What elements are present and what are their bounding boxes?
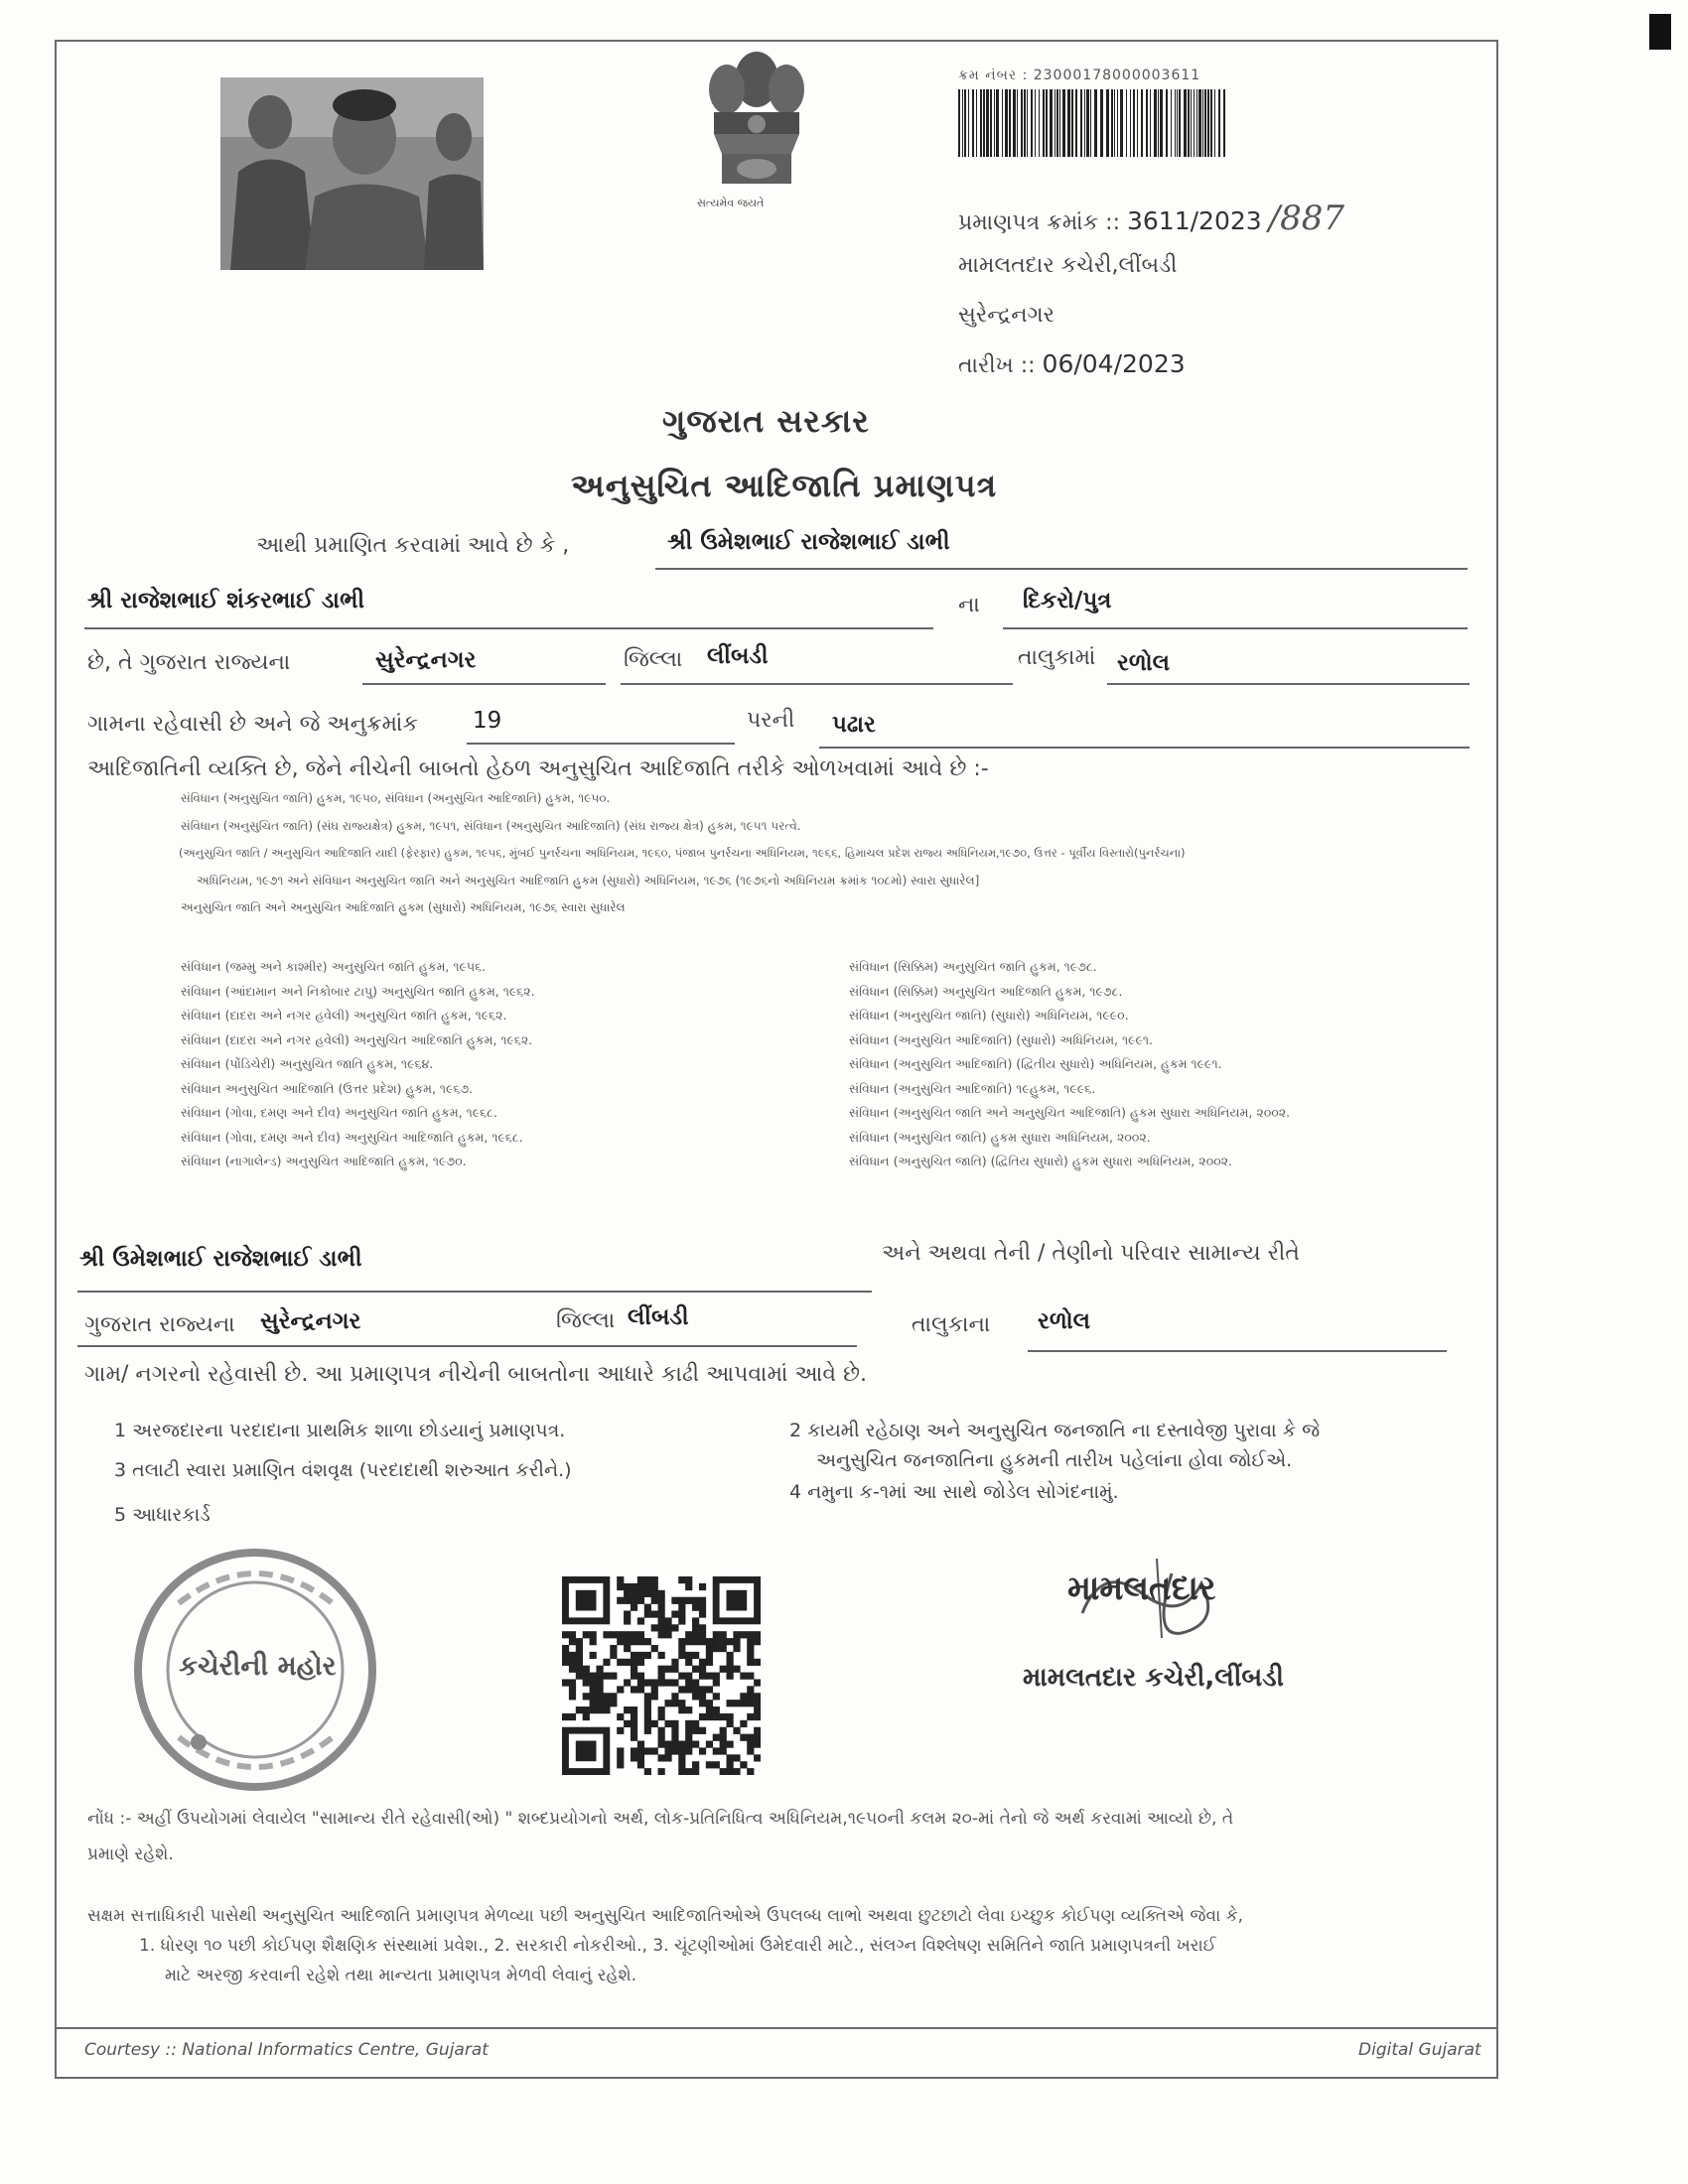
basis-item: 2 કાયમી રહેઠાણ અને અનુસુચિત જનજાતિ ના દસ્તાવેજી પુરાવા કે જે — [789, 1420, 1321, 1441]
basis-item: 5 આધારકાર્ડ — [114, 1504, 211, 1526]
issue-date — [958, 349, 1186, 378]
signatory-title: મામલતદાર — [1067, 1569, 1216, 1608]
basis-item: અનુસુચિત જનજાતિના હુકમની તારીખ પહેલાંના હોવા જોઈએ. — [816, 1449, 1293, 1471]
handwritten-number: /887 — [1268, 199, 1345, 238]
note-line: 1. ધોરણ ૧૦ પછી કોઈપણ શૈક્ષણિક સંસ્થામાં પ્રવેશ., 2. સરકારી નોકરીઓ., 3. ચૂંટણીઓમાં ઉમેદવારી માટે., સંલગ્ન વિશ્લેષણ સમિતિને જાતિ પ્રમાણપત્રની ખરાઈ — [139, 1936, 1216, 1956]
order-item: સંવિધાન (સિક્કિમ) અનુસુચિત આદિજાતિ હુકમ, ૧૯૭૮. — [849, 983, 1123, 999]
relation: દિકરો/પુત્ર — [1023, 588, 1112, 614]
footer-courtesy: Courtesy :: National Informatics Centre, Gujarat — [84, 2040, 489, 2060]
family-statement: અને અથવા તેની / તેણીનો પરિવાર સામાન્ય રીતે — [882, 1241, 1300, 1266]
underline — [77, 1291, 872, 1293]
barcode — [958, 89, 1228, 157]
district-value: સુરેન્દ્રનગર — [375, 647, 477, 673]
order-item: સંવિધાન (આંદામાન અને નિકોબાર ટાપુ) અનુસુચિત જાતિ હુકમ, ૧૯૬૨. — [181, 983, 535, 999]
basis-item: 3 તલાટી સ્વારા પ્રમાણિત વંશવૃક્ષ (પરદાદાથી શરુઆત કરીને.) — [114, 1459, 572, 1481]
serial-number: 19 — [473, 708, 502, 734]
issuing-office: મામલતદાર કચેરી,લીંબડી — [958, 253, 1178, 278]
emblem-motto: સત્યમેવ જયતે — [697, 197, 765, 209]
tribe-value: પઢાર — [832, 712, 876, 738]
family-village: રળોલ — [1038, 1308, 1090, 1334]
underline — [1107, 683, 1470, 685]
certificate-title: અનુસુચિત આદિજાતિ પ્રમાણપત્ર — [571, 467, 998, 504]
order-item: સંવિધાન (ગોવા, દમણ અને દીવ) અનુસુચિત જાતિ હુકમ, ૧૯૬૮. — [181, 1105, 497, 1120]
certify-intro: આથી પ્રમાણિત કરવામાં આવે છે કે , — [256, 533, 570, 558]
signatory-office: મામલતદાર કચેરી,લીંબડી — [1023, 1663, 1284, 1693]
applicant-name: શ્રી ઉમેશભાઈ રાજેશભાઈ ડાભી — [667, 529, 950, 555]
order-line: સંવિધાન (અનુસુચિત જાતિ) (સંઘ રાજ્યક્ષેત્ર) હુકમ, ૧૯૫૧, સંવિધાન (અનુસુચિત આદિજાતિ) (સંઘ રાજ્ય ક્ષેત્ર) હુકમ, ૧૯૫૧ પરત્વે. — [181, 819, 801, 833]
underline — [77, 1345, 857, 1347]
order-item: સંવિધાન (દાદરા અને નગર હવેલી) અનુસુચિત આદિજાતિ હુકમ, ૧૯૬૨. — [181, 1031, 533, 1047]
scan-edge-mark — [1649, 14, 1671, 50]
na-label: ના — [958, 593, 980, 617]
order-item: સંવિધાન (નાગાલેન્ડ) અનુસુચિત આદિજાતિ હુકમ, ૧૯૭૦. — [181, 1154, 467, 1168]
orders-right-column — [849, 955, 1290, 1174]
talukama-label: તાલુકામાં — [1018, 645, 1096, 670]
issue-date-label: તારીખ :: — [958, 353, 1036, 378]
parni-label: પરની — [747, 708, 795, 733]
order-item: સંવિધાન અનુસુચિત આદિજાતિ (ઉત્તર પ્રદેશ) હુકમ, ૧૯૬૭. — [181, 1080, 474, 1096]
order-item: સંવિધાન (પોંડિચેરી) અનુસુચિત જાતિ હુકમ, ૧૯૬૪. — [181, 1056, 434, 1071]
order-item: સંવિધાન (અનુસુચિત જાતિ) હુકમ સુધારા અધિનિયમ, ૨૦૦૨. — [849, 1129, 1151, 1145]
family-applicant-name: શ્રી ઉમેશભાઈ રાજેશભાઈ ડાભી — [79, 1246, 362, 1272]
jilla-label: જિલ્લા — [624, 647, 683, 672]
taluka-value: લીંબડી — [707, 643, 769, 669]
seal-text: કચેરીની મહોર — [179, 1651, 337, 1682]
order-item: સંવિધાન (જમ્મુ અને કાશ્મીર) અનુસુચિત જાતિ હુકમ, ૧૯૫૬. — [181, 959, 487, 974]
state-label: છે, તે ગુજરાત રાજ્યના — [87, 650, 291, 675]
applicant-photo — [220, 77, 484, 270]
recognition-statement: આદિજાતિની વ્યક્તિ છે, જેને નીચેની બાબતો હેઠળ અનુસુચિત આદિજાતિ તરીકે ઓળખવામાં આવે છે :- — [87, 756, 989, 781]
office-seal — [119, 1534, 392, 1807]
family-district: સુરેન્દ્રનગર — [260, 1308, 361, 1334]
footer-brand: Digital Gujarat — [1358, 2040, 1481, 2060]
note-line: માટે અરજી કરવાની રહેશે તથા માન્યતા પ્રમાણપત્ર મેળવી લેવાનું રહેશે. — [165, 1966, 637, 1985]
father-name: શ્રી રાજેશભાઈ શંકરભાઈ ડાભી — [87, 588, 365, 614]
resident-label: ગામના રહેવાસી છે અને જે અનુક્રમાંક — [87, 712, 418, 737]
footer-divider — [55, 2027, 1496, 2029]
order-item: સંવિધાન (અનુસુચિત આદિજાતિ) (દ્વિતીય સુધારો) અધિનિયમ, હુકમ ૧૯૯૧. — [849, 1056, 1222, 1071]
basis-statement: ગામ/ નગરનો રહેવાસી છે. આ પ્રમાણપત્ર નીચેની બાબતોના આધારે કાઢી આપવામાં આવે છે. — [84, 1362, 868, 1387]
order-item: સંવિધાન (અનુસુચિત આદિજાતિ) (સુધારો) અધિનિયમ, ૧૯૯૧. — [849, 1031, 1153, 1047]
qr-code — [562, 1576, 761, 1775]
orders-left-column — [181, 955, 535, 1174]
underline — [819, 747, 1470, 749]
order-item: સંવિધાન (અનુસુચિત જાતિ) (સુધારો) અધિનિયમ, ૧૯૯૦. — [849, 1008, 1129, 1023]
basis-item: 1 અરજદારના પરદાદાના પ્રાથમિક શાળા છોડયાનું પ્રમાણપત્ર. — [114, 1420, 566, 1441]
village-value: રળોલ — [1117, 650, 1170, 676]
underline — [84, 627, 933, 629]
issuing-district: સુરેન્દ્રનગર — [958, 303, 1055, 328]
order-line: સંવિધાન (અનુસુચિત જાતિ) હુકમ, ૧૯૫૦, સંવિધાન (અનુસુચિત આદિજાતિ) હુકમ, ૧૯૫૦. — [181, 791, 611, 805]
issue-date-value: 06/04/2023 — [1042, 349, 1186, 378]
family-talukana-label: તાલુકાના — [912, 1312, 991, 1337]
certificate-number — [958, 199, 1344, 238]
barcode-number: ક્રમ નંબર : 23000178000003611 — [958, 68, 1201, 83]
note-line: સક્ષમ સત્તાધિકારી પાસેથી અનુસુચિત આદિજાતિ પ્રમાણપત્ર મેળવ્યા પછી અનુસુચિત આદિજાતિઓએ ઉપલબ્ધ લાભો અથવા છુટછાટો લેવા ઇચ્છુક કોઈપણ વ્યક્તિએ જેવા કે, — [87, 1906, 1244, 1926]
order-item: સંવિધાન (ગોવા, દમણ અને દીવ) અનુસુચિત આદિજાતિ હુકમ, ૧૯૬૮. — [181, 1129, 523, 1145]
underline — [621, 683, 1013, 685]
government-title: ગુજરાત સરકાર — [662, 402, 870, 440]
family-state-label: ગુજરાત રાજ્યના — [84, 1312, 235, 1337]
order-line: અનુસુચિત જાતિ અને અનુસુચિત આદિજાતિ હુકમ (સુધારો) અધિનિયમ, ૧૯૭૬ સ્વારા સુધારેલ — [181, 900, 626, 914]
order-item: સંવિધાન (અનુસુચિત જાતિ અને અનુસુચિત આદિજાતિ) હુકમ સુધારા અધિનિયમ, ૨૦૦૨. — [849, 1105, 1291, 1120]
underline — [655, 568, 1468, 570]
note-line: પ્રમાણે રહેશે. — [87, 1844, 174, 1864]
underline — [1028, 1350, 1447, 1352]
order-line: (અનુસુચિત જાતિ / અનુસુચિત આદિજાતિ યાદી (ફેરફાર) હુકમ, ૧૯૫૬, મુંબઈ પુનર્રચના અધિનિયમ, ૧૯૬૦, પંજાબ પુનર્રચના અધિનિયમ, ૧૯૬૬, હિમાચલ પ્રદેશ રાજ્ય અધિનિયમ,૧૯૭૦, ઉત્તર - પૂર્વીય વિસ્તારો(પુનર્રચના) — [179, 846, 1186, 860]
order-item: સંવિધાન (સિક્કિમ) અનુસુચિત જાતિ હુકમ, ૧૯૭૮. — [849, 959, 1097, 974]
underline — [1003, 627, 1468, 629]
order-line: અધિનિયમ, ૧૯૭૧ અને સંવિધાન અનુસુચિત જાતિ અને અનુસુચિત આદિજાતિ હુકમ (સુધારો) અધિનિયમ, ૧૯૭૬ (૧૯૭૬નો અધિનિયમ ક્રમાંક ૧૦૮મો) સ્વારા સુધારેલ] — [197, 874, 980, 887]
certificate-number-label: પ્રમાણપત્ર ક્રમાંક :: — [958, 210, 1120, 235]
underline — [467, 743, 735, 745]
national-emblem-icon — [692, 45, 821, 194]
underline — [362, 683, 606, 685]
order-item: સંવિધાન (અનુસુચિત જાતિ) (દ્વિતિય સુધારો) હુકમ સુધારા અધિનિયમ, ૨૦૦૨. — [849, 1154, 1232, 1168]
family-taluka: લીંબડી — [628, 1304, 689, 1330]
basis-item: 4 નમુના ક-૧માં આ સાથે જોડેલ સોગંદનામું. — [789, 1481, 1119, 1503]
note-line: નોંધ :- અહીં ઉપયોગમાં લેવાયેલ "સામાન્ય રીતે રહેવાસી(ઓ) " શબ્દપ્રયોગનો અર્થ, લોક-પ્રતિનિધિત્વ અધિનિયમ,૧૯૫૦ની કલમ ૨૦-માં તેનો જે અર્થ કરવામાં આવ્યો છે, તે — [87, 1809, 1234, 1829]
order-item: સંવિધાન (અનુસુચિત આદિજાતિ) ૧૯હુકમ, ૧૯૯૬. — [849, 1080, 1096, 1096]
certificate-number-value: 3611/2023 — [1127, 206, 1262, 235]
family-jilla-label: જિલ્લા — [556, 1308, 616, 1333]
order-item: સંવિધાન (દાદરા અને નગર હવેલી) અનુસુચિત જાતિ હુકમ, ૧૯૬૨. — [181, 1008, 507, 1023]
